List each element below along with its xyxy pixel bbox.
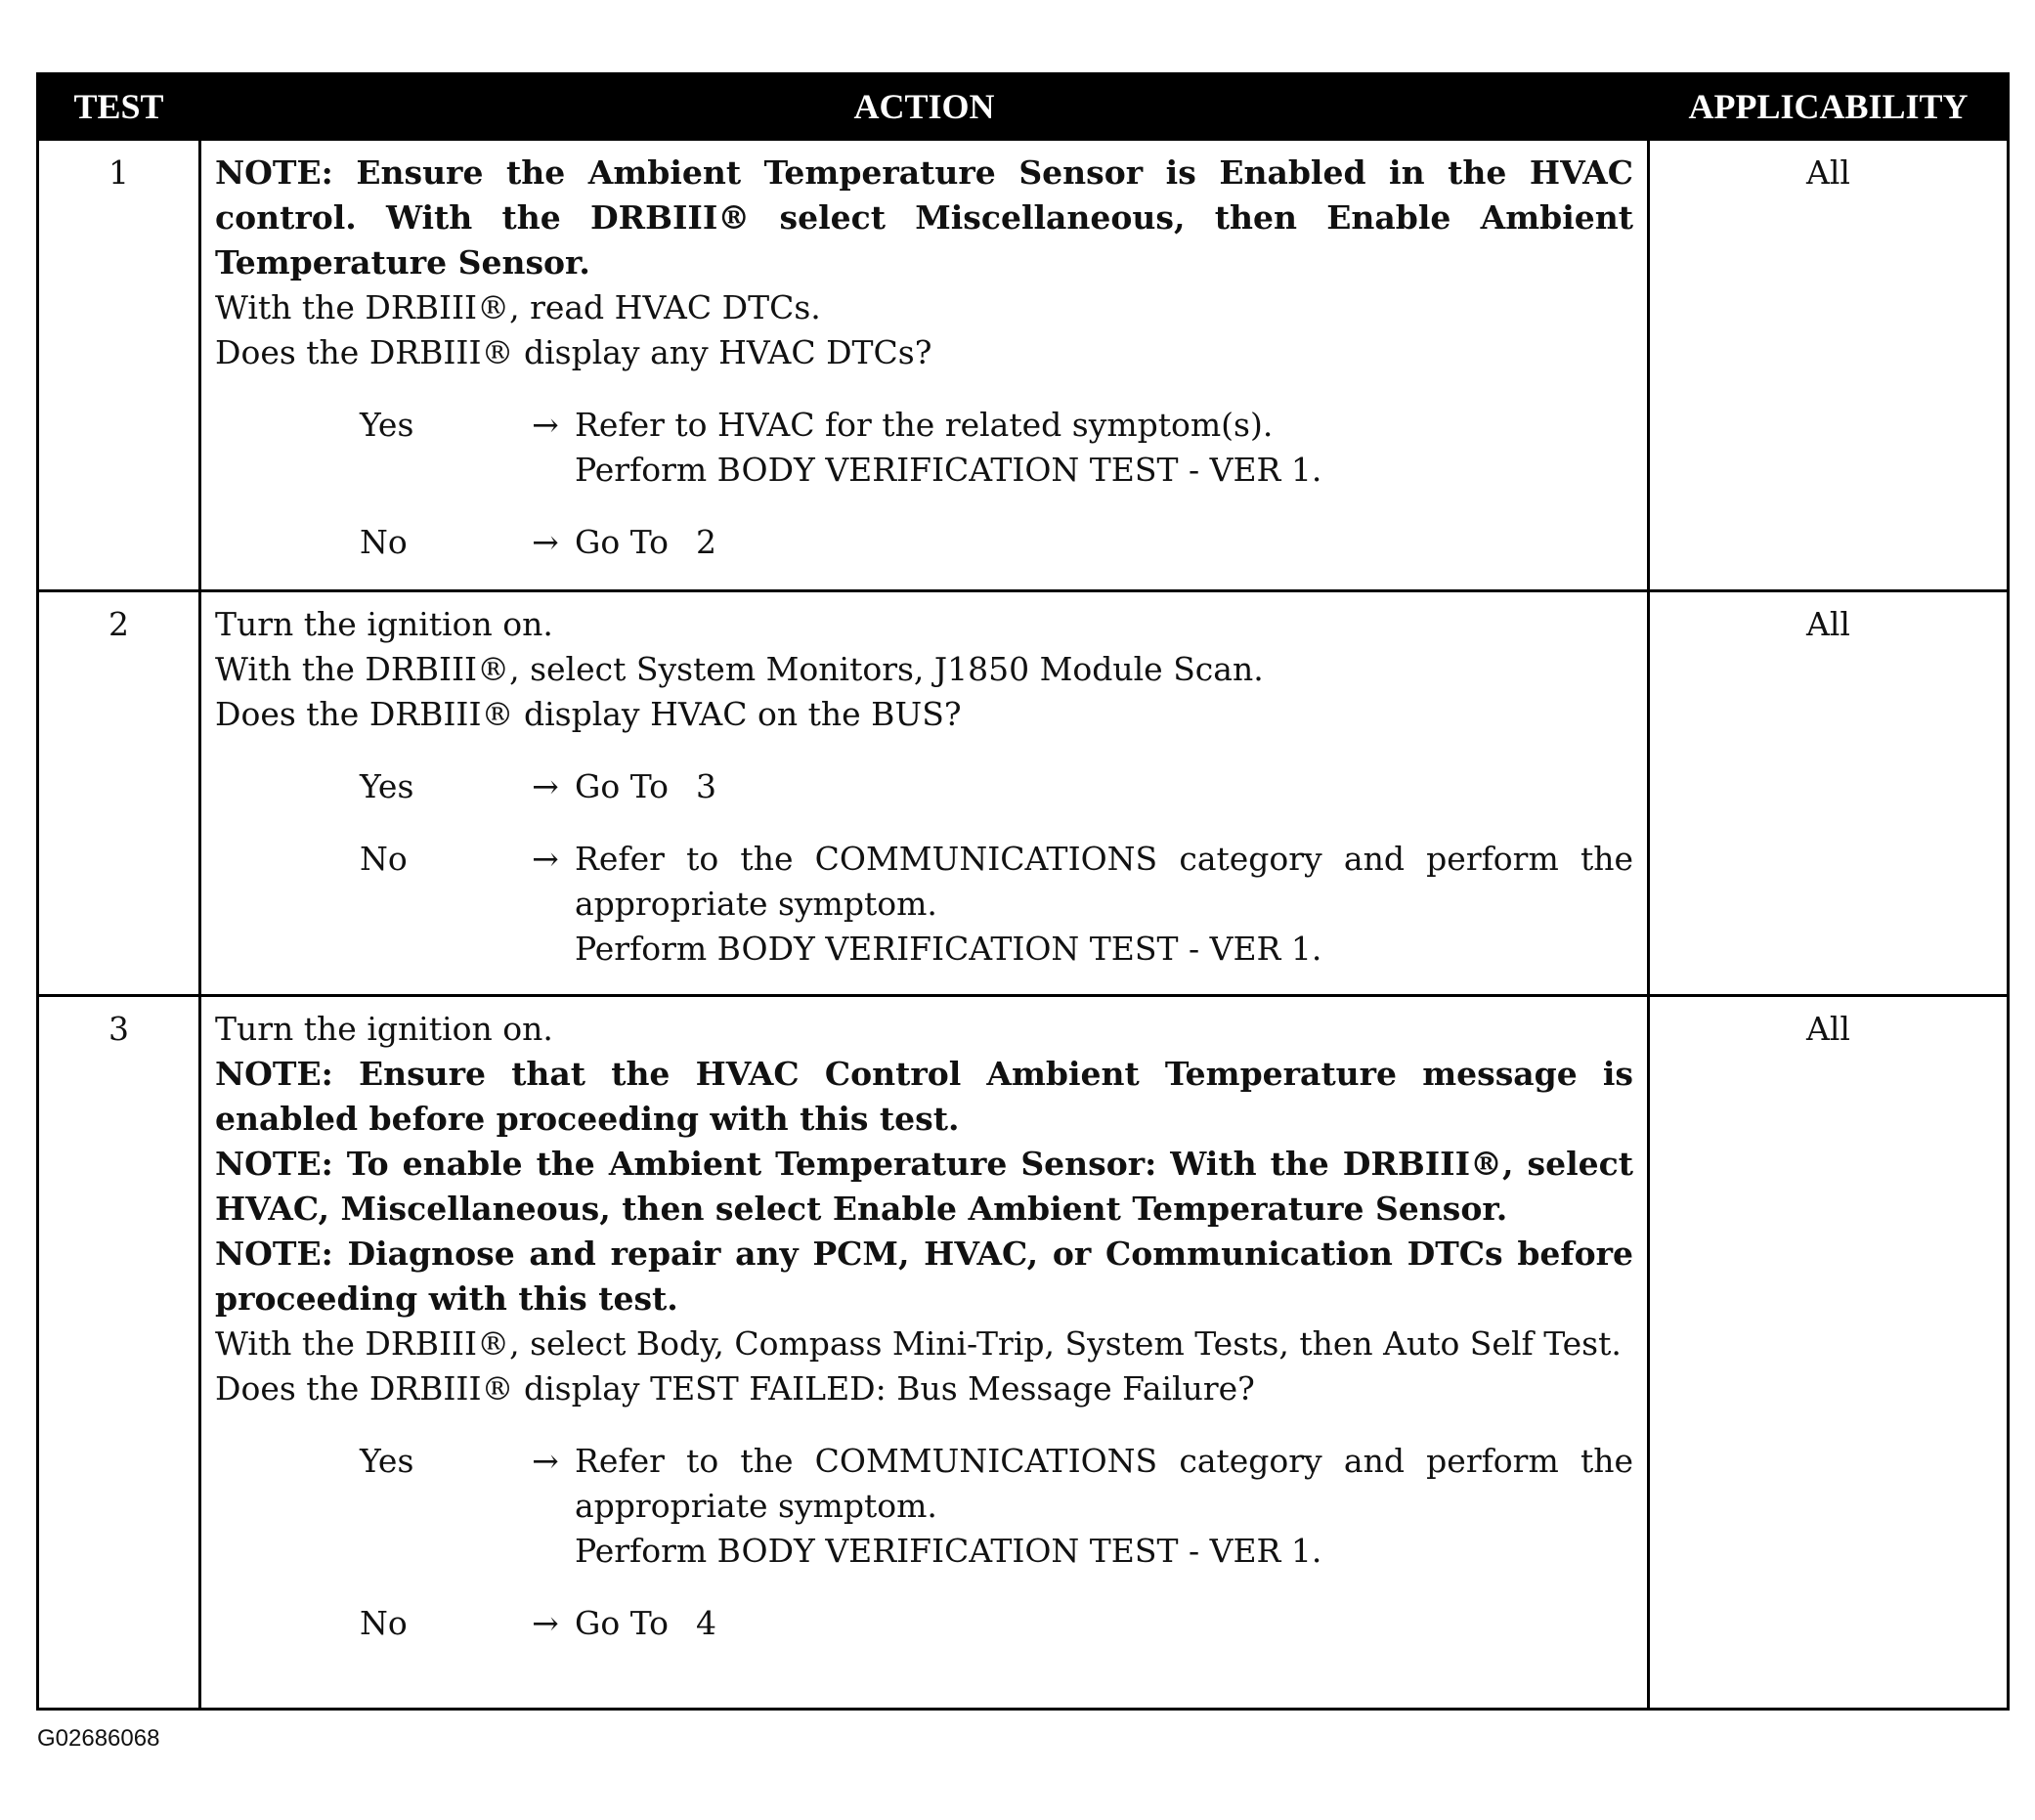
figure-id: G02686068 <box>37 1725 160 1752</box>
goto-number: 3 <box>696 767 717 805</box>
question-text: Does the DRBIII® display TEST FAILED: Bus Message Failure? <box>215 1369 1255 1408</box>
applicability-value: All <box>1649 591 2009 996</box>
branch-result <box>575 520 1633 565</box>
note-text: NOTE: Diagnose and repair any PCM, HVAC, or Communication DTCs before proceeding with this test. <box>215 1235 1633 1318</box>
note-text: NOTE: Ensure the Ambient Temperature Sensor is Enabled in the HVAC control. With the DRBIII® select Miscellaneous, then Enable Ambient Temperature Sensor. <box>215 153 1633 282</box>
note-text: NOTE: Ensure that the HVAC Control Ambient Temperature message is enabled before proceeding with this test. <box>215 1055 1633 1138</box>
test-number: 2 <box>38 591 200 996</box>
arrow-icon: → <box>532 1442 559 1480</box>
branch-label: Yes <box>360 1442 414 1480</box>
applicability-value: All <box>1649 140 2009 591</box>
note-text: NOTE: To enable the Ambient Temperature Sensor: With the DRBIII®, select HVAC, Miscellaneous, then select Enable Ambient Temperature Sensor. <box>215 1145 1633 1228</box>
test-number: 1 <box>38 140 200 591</box>
action-cell <box>200 996 1649 1710</box>
header-action: ACTION <box>200 74 1649 140</box>
instruction-text: Turn the ignition on. <box>215 605 553 643</box>
goto-text: Go To <box>575 767 670 805</box>
branch-result <box>575 764 1633 809</box>
branch-label: No <box>360 840 408 878</box>
no-branch <box>360 1601 1633 1646</box>
table-header-row <box>38 74 2009 140</box>
test-number: 3 <box>38 996 200 1710</box>
branch-result <box>575 403 1633 493</box>
result-line: Refer to the COMMUNICATIONS category and perform the appropriate symptom. <box>575 840 1633 923</box>
applicability-value: All <box>1649 996 2009 1710</box>
diagnostic-test-table <box>36 72 2010 1711</box>
question-text: Does the DRBIII® display any HVAC DTCs? <box>215 333 932 371</box>
arrow-icon: → <box>532 767 559 805</box>
question-text: Does the DRBIII® display HVAC on the BUS? <box>215 695 962 733</box>
goto-number: 2 <box>696 523 717 561</box>
branch-result <box>575 837 1633 972</box>
yes-branch <box>360 403 1633 493</box>
action-cell <box>200 591 1649 996</box>
branch-label: Yes <box>360 767 414 805</box>
branch-result <box>575 1601 1633 1646</box>
arrow-icon: → <box>532 840 559 878</box>
result-line: Perform BODY VERIFICATION TEST - VER 1. <box>575 930 1322 968</box>
branch-result <box>575 1439 1633 1574</box>
header-test: TEST <box>38 74 200 140</box>
goto-text: Go To <box>575 523 670 561</box>
instruction-text: With the DRBIII®, select System Monitors, J1850 Module Scan. <box>215 650 1264 688</box>
yes-branch <box>360 1439 1633 1574</box>
arrow-icon: → <box>532 406 559 444</box>
branch-label: No <box>360 523 408 561</box>
result-line: Refer to the COMMUNICATIONS category and perform the appropriate symptom. <box>575 1442 1633 1525</box>
branch-label: No <box>360 1604 408 1642</box>
no-branch <box>360 520 1633 565</box>
no-branch <box>360 837 1633 972</box>
arrow-icon: → <box>532 1604 559 1642</box>
goto-text: Go To <box>575 1604 670 1642</box>
table-row <box>38 140 2009 591</box>
branch-label: Yes <box>360 406 414 444</box>
yes-branch <box>360 764 1633 809</box>
result-line: Perform BODY VERIFICATION TEST - VER 1. <box>575 451 1322 489</box>
result-line: Perform BODY VERIFICATION TEST - VER 1. <box>575 1532 1322 1570</box>
goto-number: 4 <box>696 1604 717 1642</box>
table-row <box>38 591 2009 996</box>
header-applicability: APPLICABILITY <box>1649 74 2009 140</box>
table-row <box>38 996 2009 1710</box>
result-line: Refer to HVAC for the related symptom(s). <box>575 406 1274 444</box>
instruction-text: With the DRBIII®, select Body, Compass Mini-Trip, System Tests, then Auto Self Test. <box>215 1324 1622 1363</box>
instruction-text: With the DRBIII®, read HVAC DTCs. <box>215 288 821 326</box>
arrow-icon: → <box>532 523 559 561</box>
instruction-text: Turn the ignition on. <box>215 1010 553 1048</box>
action-cell <box>200 140 1649 591</box>
